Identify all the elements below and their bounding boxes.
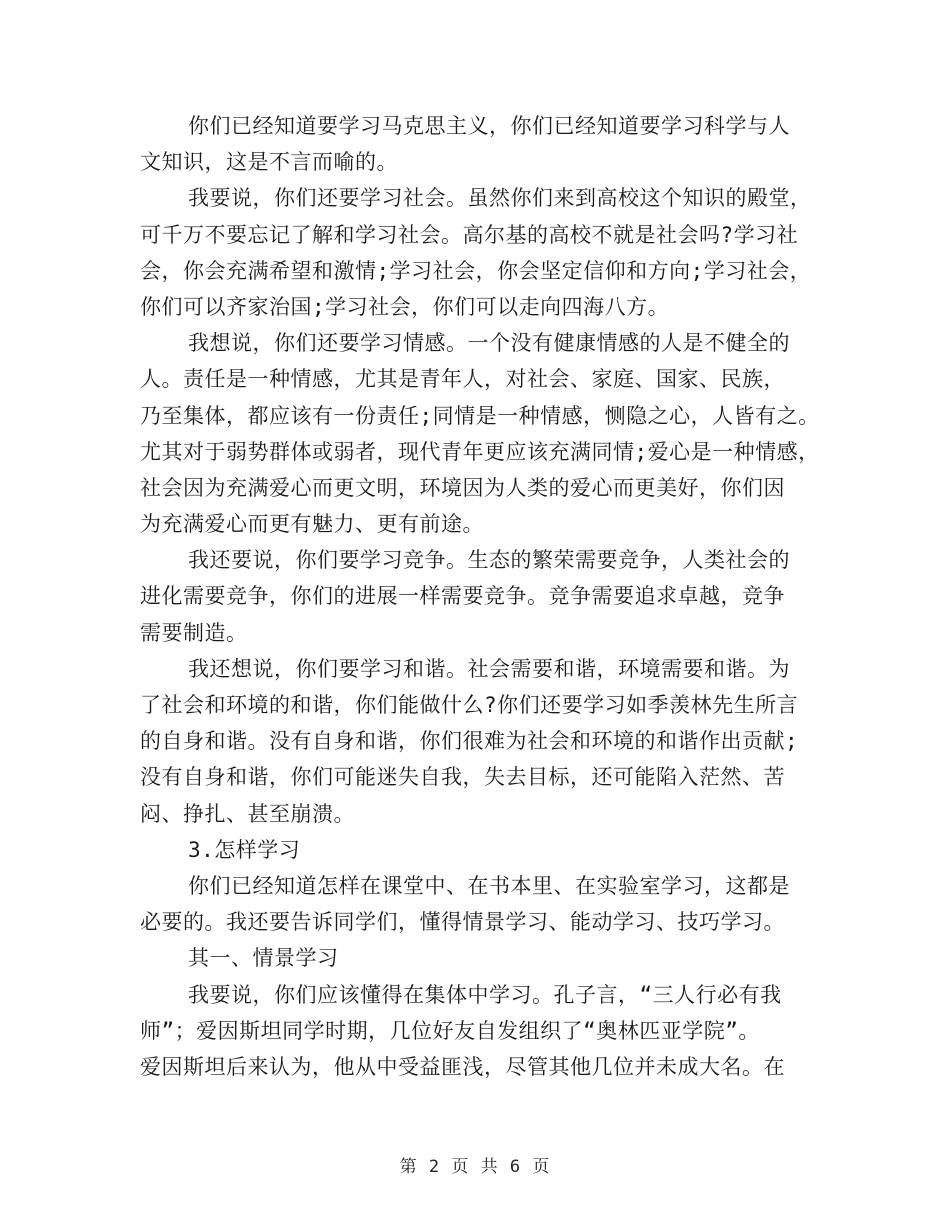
text-line: 文知识，这是不言而喻的。 [140, 150, 398, 175]
text-line: 其一、情景学习 [188, 946, 339, 971]
text-line: 闷、挣扎、甚至崩溃。 [140, 801, 355, 826]
text-line: 你们已经知道要学习马克思主义，你们已经知道要学习科学与人 [188, 114, 790, 138]
text-line: 爱因斯坦后来认为，他从中受益匪浅，尽管其他几位并未成大名。在 [140, 1054, 785, 1079]
text-line: 为充满爱心而更有魅力、更有前途。 [140, 512, 484, 537]
text-line: 了社会和环境的和谐，你们能做什么?你们还要学习如季羡林先生所言 [140, 693, 799, 717]
text-line: 你们已经知道怎样在课堂中、在书本里、在实验室学习，这都是 [188, 873, 790, 898]
text-line: 可千万不要忘记了解和学习社会。高尔基的高校不就是社会吗?学习社 [140, 222, 799, 247]
text-line: 我还要说，你们要学习竞争。生态的繁荣需要竞争，人类社会的 [188, 548, 790, 573]
text-line: 我要说，你们应该懂得在集体中学习。孔子言，“三人行必有我 [188, 982, 782, 1007]
document-body [140, 108, 830, 1085]
text-line: 乃至集体，都应该有一份责任;同情是一种情感，恻隐之心，人皆有之。 [140, 403, 820, 428]
text-line: 没有自身和谐，你们可能迷失自我，失去目标，还可能陷入茫然、苦 [140, 765, 785, 790]
text-line: 你们可以齐家治国;学习社会，你们可以走向四海八方。 [140, 294, 670, 319]
text-line: 我要说，你们还要学习社会。虽然你们来到高校这个知识的殿堂， [188, 186, 812, 211]
text-line: 的自身和谐。没有自身和谐，你们很难为社会和环境的和谐作出贡献; [140, 729, 799, 754]
text-line: 我想说，你们还要学习情感。一个没有健康情感的人是不健全的 [188, 331, 790, 356]
text-line: 进化需要竞争，你们的进展一样需要竞争。竞争需要追求卓越，竞争 [140, 584, 785, 609]
text-line: 需要制造。 [140, 620, 248, 645]
text-line: 会，你会充满希望和激情;学习社会，你会坚定信仰和方向;学习社会， [140, 258, 812, 283]
text-line: 我还想说，你们要学习和谐。社会需要和谐，环境需要和谐。为 [188, 656, 790, 681]
text-line: 必要的。我还要告诉同学们，懂得情景学习、能动学习、技巧学习。 [140, 910, 785, 935]
text-line: 尤其对于弱势群体或弱者，现代青年更应该充满同情;爱心是一种情感， [140, 439, 820, 464]
page-footer: 第 2 页 共 6 页 [399, 1157, 551, 1177]
text-line: 社会因为充满爱心而更文明，环境因为人类的爱心而更美好，你们因 [140, 475, 785, 500]
text-line: 3.怎样学习 [188, 837, 301, 862]
text-line: 师”；爱因斯坦同学时期，几位好友自发组织了“奥林匹亚学院”。 [140, 1018, 760, 1043]
text-line: 人。责任是一种情感，尤其是青年人，对社会、家庭、国家、民族， [140, 367, 785, 392]
